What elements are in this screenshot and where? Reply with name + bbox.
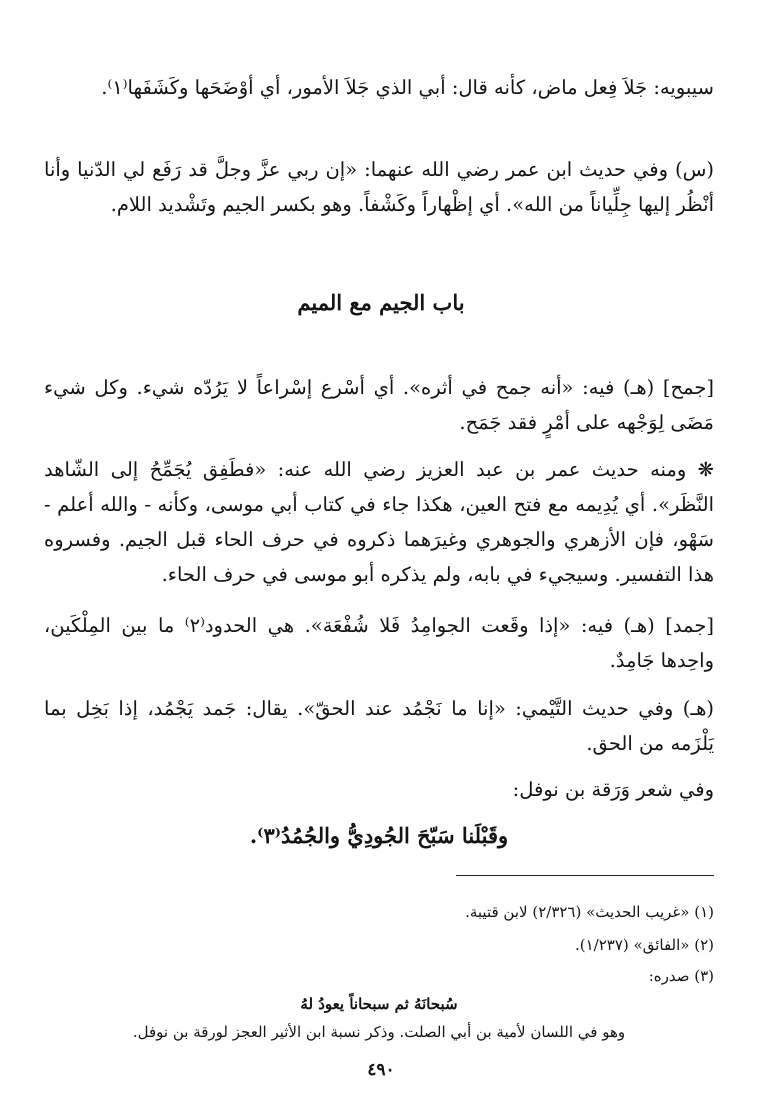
verse-line: وقَبْلَنا سَبّحَ الجُودِيُّ والجُمُدُ⁽٣⁾. [249,823,509,848]
footnote-verse: سُبحانَهُ ثم سبحاناً يعودُ لهُ [300,995,458,1013]
paragraph-umar-hadith: ❋ ومنه حديث عمر بن عبد العزيز رضي الله عنه: «فطَفِق يُجَمِّحُ إلى الشّاهد النَّظَر». أي يُدِيمه مع فتح العين، هكذا جاء في كتاب أبي موسى، وكأنه - والله أعلم - سَهْو، فإن الأزهري والجوهري وغيرَهما ذكروه في حرف الحاء قبل الجيم. وفسروه هذا التفسير. وسيجيء في بابه، ولم يذكره أبو موسى في حرف الحاء. [44,458,714,586]
entry-jamad: [جمد] (هـ) فيه: «إذا وقَعت الجوامِدُ فَلا شُفْعَة». هي الحدود⁽٢⁾ ما بين المِلْكَين، واحِدها جَامِدٌ. [44,614,714,672]
paragraph-taymi: (هـ) وفي حديث التَّيْمي: «إنا ما نَجْمُد عند الحقّ». يقال: جَمد يَجْمُد، إذا بَخِل بما يَلْزَمه من الحق. [44,697,714,755]
footnote-2: (٢) «الفائق» (١/٢٣٧). [574,936,714,954]
footnote-1: (١) «غريب الحديث» (٢/٣٢٦) لابن قتيبة. [465,903,714,921]
footnote-note: وهو في اللسان لأمية بن أبي الصلت. وذكر نسبة ابن الأثير العجز لورقة بن نوفل. [132,1023,626,1041]
paragraph-waraqa: وفي شعر وَرَقة بن نوفل: [512,778,714,801]
paragraph-1: سيبويه: جَلاَ فِعل ماض، كأنه قال: أبي الذي جَلاَ الأمور، أي أوْضَحَها وكَشَفَها⁽١⁾. [101,76,714,99]
footnote-3: (٣) صدره: [648,967,714,985]
entry-jamah: [جمح] (هـ) فيه: «أنه جمح في أثره». أي أسْرع إسْراعاً لا يَرُدّه شيء. وكل شيء مَضَى لِوَجْهه على أمْرٍ فقد جَمَح. [44,376,714,434]
footnote-divider [456,875,714,876]
page-number: ٤٩٠ [367,1060,395,1080]
paragraph-2: (س) وفي حديث ابن عمر رضي الله عنهما: «إن ربي عزَّ وجلَّ قد رَفَع لي الدّنيا وأنا أنْظُر إليها جِلِّياناً من الله». أي إظْهاراً وكَشْفاً. وهو بكسر الجيم وتَشْديد اللام. [44,158,714,216]
section-title: باب الجيم مع الميم [297,290,465,315]
